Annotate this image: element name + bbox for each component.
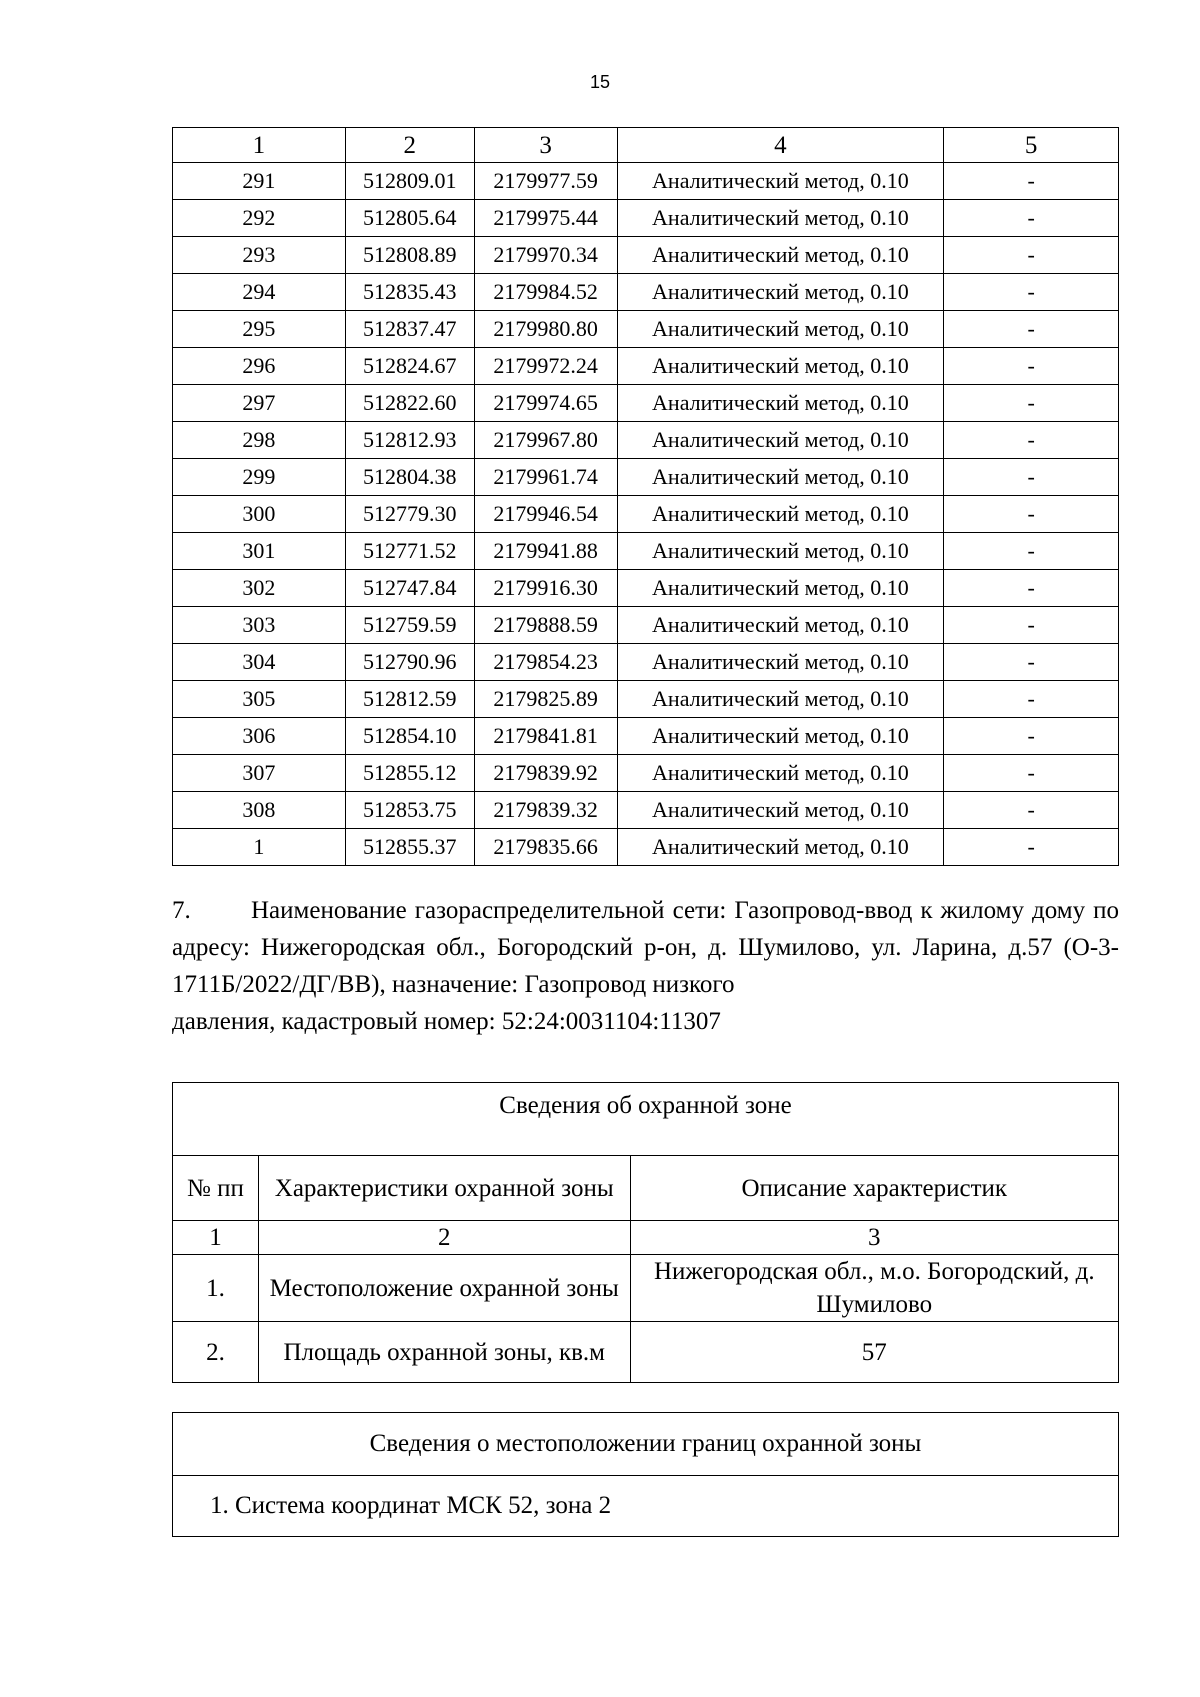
x-coordinate-cell: 512747.84 xyxy=(345,570,474,607)
table-row xyxy=(173,311,1119,348)
table-row xyxy=(173,200,1119,237)
method-accuracy-cell: Аналитический метод, 0.10 xyxy=(617,533,944,570)
method-accuracy-cell: Аналитический метод, 0.10 xyxy=(617,311,944,348)
y-coordinate-cell: 2179961.74 xyxy=(474,459,617,496)
point-number-cell: 300 xyxy=(173,496,346,533)
table-row xyxy=(173,755,1119,792)
note-cell: - xyxy=(944,459,1119,496)
point-number-cell: 296 xyxy=(173,348,346,385)
x-coordinate-cell: 512824.67 xyxy=(345,348,474,385)
note-cell: - xyxy=(944,237,1119,274)
y-coordinate-cell: 2179916.30 xyxy=(474,570,617,607)
table-row xyxy=(173,829,1119,866)
zone-header-num: № пп xyxy=(173,1156,259,1221)
note-cell: - xyxy=(944,829,1119,866)
boundaries-table-title: Сведения о местоположении границ охранной зоны xyxy=(173,1413,1119,1476)
y-coordinate-cell: 2179946.54 xyxy=(474,496,617,533)
note-cell: - xyxy=(944,422,1119,459)
x-coordinate-cell: 512771.52 xyxy=(345,533,474,570)
table-row xyxy=(173,496,1119,533)
point-number-cell: 305 xyxy=(173,681,346,718)
table-row xyxy=(173,607,1119,644)
x-coordinate-cell: 512779.30 xyxy=(345,496,474,533)
section-paragraph xyxy=(172,892,1119,1040)
y-coordinate-cell: 2179980.80 xyxy=(474,311,617,348)
y-coordinate-cell: 2179841.81 xyxy=(474,718,617,755)
note-cell: - xyxy=(944,200,1119,237)
note-cell: - xyxy=(944,792,1119,829)
section-text-last-line: давления, кадастровый номер: 52:24:0031104:11307 xyxy=(172,1008,721,1035)
point-number-cell: 1 xyxy=(173,829,346,866)
point-number-cell: 307 xyxy=(173,755,346,792)
x-coordinate-cell: 512854.10 xyxy=(345,718,474,755)
point-number-cell: 304 xyxy=(173,644,346,681)
note-cell: - xyxy=(944,163,1119,200)
boundaries-table xyxy=(172,1412,1119,1537)
note-cell: - xyxy=(944,755,1119,792)
method-accuracy-cell: Аналитический метод, 0.10 xyxy=(617,644,944,681)
method-accuracy-cell: Аналитический метод, 0.10 xyxy=(617,681,944,718)
method-accuracy-cell: Аналитический метод, 0.10 xyxy=(617,237,944,274)
note-cell: - xyxy=(944,311,1119,348)
point-number-cell: 292 xyxy=(173,200,346,237)
point-number-cell: 308 xyxy=(173,792,346,829)
x-coordinate-cell: 512855.12 xyxy=(345,755,474,792)
y-coordinate-cell: 2179839.32 xyxy=(474,792,617,829)
method-accuracy-cell: Аналитический метод, 0.10 xyxy=(617,200,944,237)
point-number-cell: 299 xyxy=(173,459,346,496)
zone-row-num: 1. xyxy=(173,1255,259,1322)
header-col-4: 4 xyxy=(617,128,944,163)
table-row xyxy=(173,533,1119,570)
point-number-cell: 302 xyxy=(173,570,346,607)
coordinates-table xyxy=(172,127,1119,866)
table-row xyxy=(173,348,1119,385)
point-number-cell: 293 xyxy=(173,237,346,274)
x-coordinate-cell: 512855.37 xyxy=(345,829,474,866)
note-cell: - xyxy=(944,496,1119,533)
method-accuracy-cell: Аналитический метод, 0.10 xyxy=(617,607,944,644)
point-number-cell: 291 xyxy=(173,163,346,200)
zone-row-description: 57 xyxy=(630,1322,1118,1383)
x-coordinate-cell: 512812.93 xyxy=(345,422,474,459)
y-coordinate-cell: 2179975.44 xyxy=(474,200,617,237)
header-col-5: 5 xyxy=(944,128,1119,163)
method-accuracy-cell: Аналитический метод, 0.10 xyxy=(617,718,944,755)
table-row xyxy=(173,385,1119,422)
zone-row-area xyxy=(173,1322,1119,1383)
boundaries-coordinate-system: 1. Система координат МСК 52, зона 2 xyxy=(173,1476,1119,1537)
zone-row-location xyxy=(173,1255,1119,1322)
point-number-cell: 301 xyxy=(173,533,346,570)
point-number-cell: 303 xyxy=(173,607,346,644)
note-cell: - xyxy=(944,644,1119,681)
method-accuracy-cell: Аналитический метод, 0.10 xyxy=(617,348,944,385)
y-coordinate-cell: 2179984.52 xyxy=(474,274,617,311)
header-col-2: 2 xyxy=(345,128,474,163)
header-col-3: 3 xyxy=(474,128,617,163)
table-row xyxy=(173,792,1119,829)
method-accuracy-cell: Аналитический метод, 0.10 xyxy=(617,459,944,496)
x-coordinate-cell: 512853.75 xyxy=(345,792,474,829)
x-coordinate-cell: 512837.47 xyxy=(345,311,474,348)
protection-zone-table xyxy=(172,1082,1119,1383)
x-coordinate-cell: 512835.43 xyxy=(345,274,474,311)
zone-row-characteristic: Местоположение охранной зоны xyxy=(258,1255,630,1322)
zone-colnum-2: 2 xyxy=(258,1221,630,1255)
y-coordinate-cell: 2179854.23 xyxy=(474,644,617,681)
note-cell: - xyxy=(944,348,1119,385)
zone-row-description: Нижегородская обл., м.о. Богородский, д. Шумилово xyxy=(630,1255,1118,1322)
method-accuracy-cell: Аналитический метод, 0.10 xyxy=(617,496,944,533)
table-row xyxy=(173,718,1119,755)
y-coordinate-cell: 2179974.65 xyxy=(474,385,617,422)
y-coordinate-cell: 2179888.59 xyxy=(474,607,617,644)
zone-header-description: Описание характеристик xyxy=(630,1156,1118,1221)
note-cell: - xyxy=(944,570,1119,607)
zone-colnum-3: 3 xyxy=(630,1221,1118,1255)
x-coordinate-cell: 512822.60 xyxy=(345,385,474,422)
note-cell: - xyxy=(944,718,1119,755)
y-coordinate-cell: 2179970.34 xyxy=(474,237,617,274)
method-accuracy-cell: Аналитический метод, 0.10 xyxy=(617,792,944,829)
x-coordinate-cell: 512805.64 xyxy=(345,200,474,237)
section-text: Наименование газораспределительной сети: Газопровод-ввод к жилому дому по адресу: Нижегородская обл., Богородский р-он, д. Шумилово, ул. Ларина, д.57 (О-3-1711Б/2022/ДГ/ВВ), назначение: Газопровод низкого xyxy=(172,897,1119,998)
point-number-cell: 295 xyxy=(173,311,346,348)
note-cell: - xyxy=(944,607,1119,644)
zone-colnum-1: 1 xyxy=(173,1221,259,1255)
zone-header-characteristics: Характеристики охранной зоны xyxy=(258,1156,630,1221)
table-row xyxy=(173,274,1119,311)
method-accuracy-cell: Аналитический метод, 0.10 xyxy=(617,274,944,311)
point-number-cell: 294 xyxy=(173,274,346,311)
table-row xyxy=(173,644,1119,681)
x-coordinate-cell: 512790.96 xyxy=(345,644,474,681)
x-coordinate-cell: 512812.59 xyxy=(345,681,474,718)
y-coordinate-cell: 2179972.24 xyxy=(474,348,617,385)
table-row xyxy=(173,422,1119,459)
table-row xyxy=(173,163,1119,200)
x-coordinate-cell: 512759.59 xyxy=(345,607,474,644)
method-accuracy-cell: Аналитический метод, 0.10 xyxy=(617,422,944,459)
y-coordinate-cell: 2179967.80 xyxy=(474,422,617,459)
method-accuracy-cell: Аналитический метод, 0.10 xyxy=(617,829,944,866)
zone-row-characteristic: Площадь охранной зоны, кв.м xyxy=(258,1322,630,1383)
zone-table-title: Сведения об охранной зоне xyxy=(173,1083,1119,1156)
note-cell: - xyxy=(944,533,1119,570)
note-cell: - xyxy=(944,681,1119,718)
y-coordinate-cell: 2179977.59 xyxy=(474,163,617,200)
point-number-cell: 306 xyxy=(173,718,346,755)
y-coordinate-cell: 2179835.66 xyxy=(474,829,617,866)
point-number-cell: 298 xyxy=(173,422,346,459)
note-cell: - xyxy=(944,274,1119,311)
table-row xyxy=(173,237,1119,274)
method-accuracy-cell: Аналитический метод, 0.10 xyxy=(617,163,944,200)
x-coordinate-cell: 512809.01 xyxy=(345,163,474,200)
table-row xyxy=(173,681,1119,718)
table-row xyxy=(173,570,1119,607)
x-coordinate-cell: 512808.89 xyxy=(345,237,474,274)
point-number-cell: 297 xyxy=(173,385,346,422)
coordinates-header-row xyxy=(173,128,1119,163)
y-coordinate-cell: 2179839.92 xyxy=(474,755,617,792)
x-coordinate-cell: 512804.38 xyxy=(345,459,474,496)
header-col-1: 1 xyxy=(173,128,346,163)
table-row xyxy=(173,459,1119,496)
y-coordinate-cell: 2179941.88 xyxy=(474,533,617,570)
section-number: 7. xyxy=(172,897,191,924)
method-accuracy-cell: Аналитический метод, 0.10 xyxy=(617,755,944,792)
zone-row-num: 2. xyxy=(173,1322,259,1383)
method-accuracy-cell: Аналитический метод, 0.10 xyxy=(617,385,944,422)
y-coordinate-cell: 2179825.89 xyxy=(474,681,617,718)
note-cell: - xyxy=(944,385,1119,422)
page-number: 15 xyxy=(589,72,611,92)
method-accuracy-cell: Аналитический метод, 0.10 xyxy=(617,570,944,607)
